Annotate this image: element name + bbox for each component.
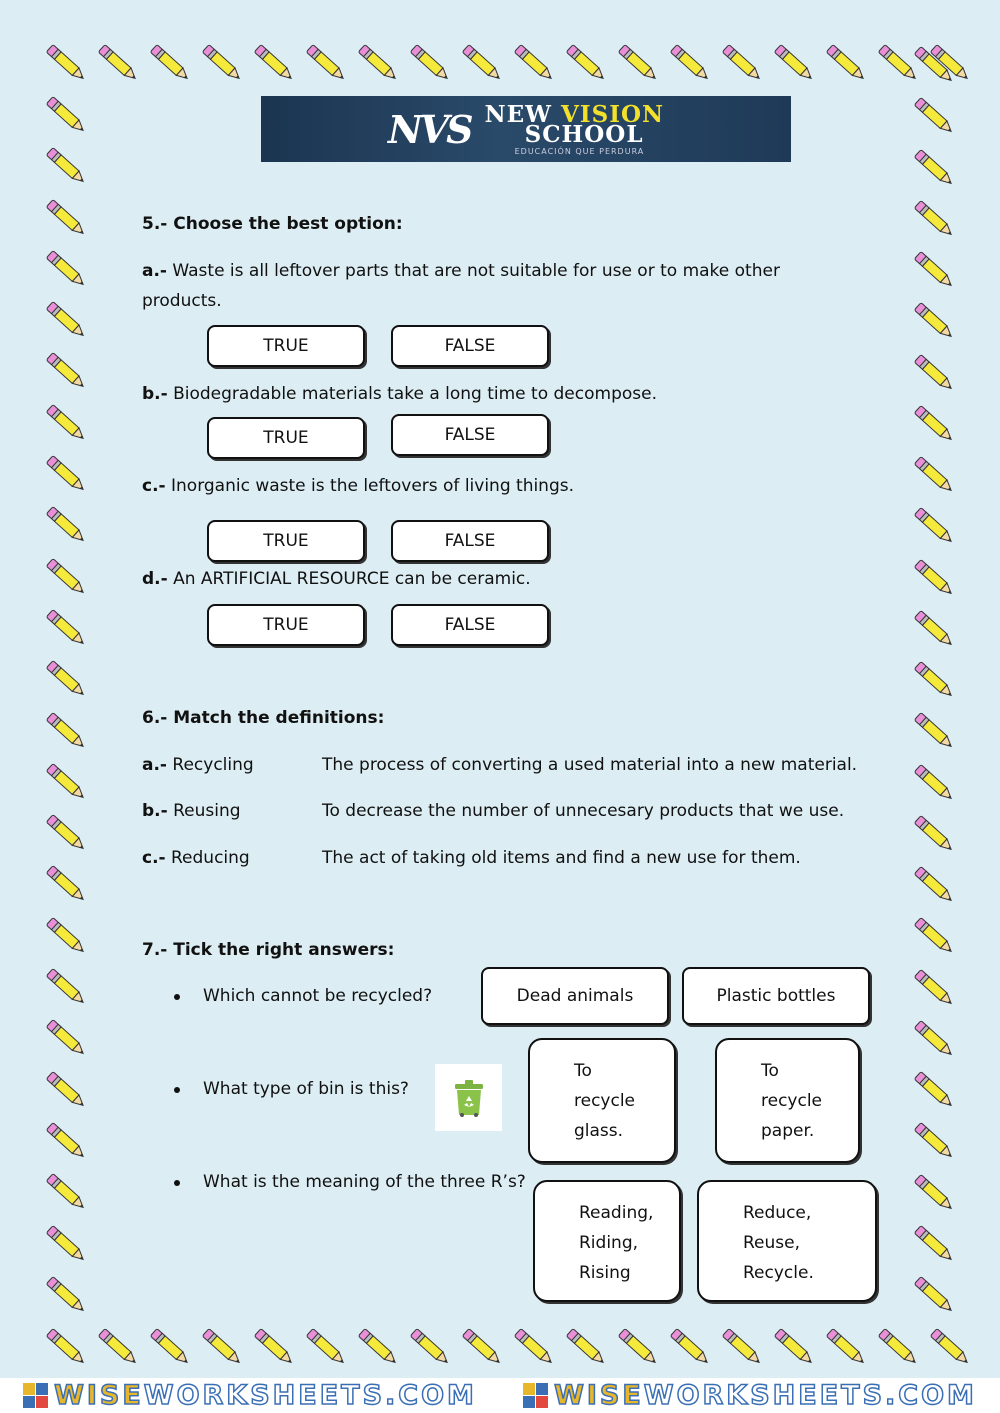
- pencil-icon: [40, 1167, 92, 1217]
- pencil-icon: [908, 758, 960, 808]
- pencil-icon: [908, 296, 960, 346]
- pencil-border-right: [908, 40, 960, 1320]
- pencil-icon: [40, 38, 92, 88]
- pencil-icon: [40, 706, 92, 756]
- pencil-icon: [560, 1322, 612, 1372]
- pencil-icon: [40, 295, 92, 345]
- pencil-icon: [908, 604, 960, 654]
- q6-term-c[interactable]: c.- Reducing: [142, 848, 250, 868]
- footer-brand-1: WISE WORKSHEETS.COM: [23, 1380, 477, 1411]
- q5d-false-button[interactable]: FALSE: [391, 604, 549, 646]
- q5b-true-button[interactable]: TRUE: [207, 417, 365, 459]
- bullet: [174, 1180, 180, 1186]
- q5b-false-button[interactable]: FALSE: [391, 414, 549, 456]
- pencil-icon: [908, 706, 960, 756]
- pencil-icon: [664, 1322, 716, 1372]
- pencil-icon: [40, 90, 92, 140]
- q6-definition-1[interactable]: The process of converting a used material into a new material.: [322, 755, 858, 775]
- pencil-icon: [300, 38, 352, 88]
- pencil-icon: [716, 38, 768, 88]
- q7-question-2: What type of bin is this?: [203, 1079, 409, 1099]
- pencil-border-left: [40, 90, 92, 1320]
- q7-question-3: What is the meaning of the three R’s?: [203, 1172, 526, 1192]
- green-bin-image: [435, 1064, 502, 1131]
- pencil-icon: [768, 38, 820, 88]
- pencil-icon: [40, 398, 92, 448]
- pencil-icon: [352, 1322, 404, 1372]
- brand-logo-icon: [23, 1383, 48, 1408]
- pencil-icon: [40, 449, 92, 499]
- pencil-icon: [40, 244, 92, 294]
- pencil-icon: [908, 809, 960, 859]
- pencil-icon: [40, 552, 92, 602]
- pencil-icon: [508, 1322, 560, 1372]
- q5-item-b: b.- Biodegradable materials take a long time to decompose.: [142, 384, 657, 404]
- pencil-icon: [40, 1322, 92, 1372]
- q7-question-1: Which cannot be recycled?: [203, 986, 433, 1006]
- pencil-icon: [908, 1014, 960, 1064]
- pencil-icon: [456, 1322, 508, 1372]
- pencil-icon: [908, 963, 960, 1013]
- pencil-icon: [40, 346, 92, 396]
- logo-line2: SCHOOL: [524, 120, 644, 148]
- q6-definition-2[interactable]: To decrease the number of unnecesary products that we use.: [322, 801, 845, 821]
- pencil-icon: [908, 553, 960, 603]
- pencil-icon: [908, 501, 960, 551]
- q5c-true-button[interactable]: TRUE: [207, 520, 365, 562]
- pencil-icon: [924, 1322, 976, 1372]
- pencil-icon: [40, 962, 92, 1012]
- q5-item-a-cont: products.: [142, 291, 222, 311]
- pencil-icon: [820, 38, 872, 88]
- pencil-icon: [908, 860, 960, 910]
- q5a-false-button[interactable]: FALSE: [391, 325, 549, 367]
- pencil-icon: [908, 40, 960, 90]
- q7-option-recycle-glass[interactable]: To recycle glass.: [528, 1038, 676, 1163]
- pencil-icon: [40, 603, 92, 653]
- pencil-icon: [40, 911, 92, 961]
- pencil-icon: [508, 38, 560, 88]
- pencil-icon: [768, 1322, 820, 1372]
- pencil-icon: [404, 38, 456, 88]
- q6-term-a[interactable]: a.- Recycling: [142, 755, 254, 775]
- pencil-icon: [404, 1322, 456, 1372]
- pencil-icon: [40, 757, 92, 807]
- recycle-bin-icon: [452, 1078, 486, 1118]
- q5-item-d: d.- An ARTIFICIAL RESOURCE can be ceramic.: [142, 569, 531, 589]
- pencil-icon: [908, 655, 960, 705]
- pencil-icon: [456, 38, 508, 88]
- pencil-icon: [40, 1065, 92, 1115]
- brand-logo-icon: [523, 1383, 548, 1408]
- pencil-icon: [144, 38, 196, 88]
- q7-heading: 7.- Tick the right answers:: [142, 940, 395, 960]
- logo-tagline: EDUCACIÓN QUE PERDURA: [514, 146, 645, 156]
- pencil-icon: [908, 911, 960, 961]
- footer-watermark: [0, 1378, 1000, 1413]
- pencil-icon: [40, 1270, 92, 1320]
- pencil-icon: [908, 1168, 960, 1218]
- pencil-icon: [40, 654, 92, 704]
- pencil-border-top: [40, 38, 960, 88]
- q6-term-b[interactable]: b.- Reusing: [142, 801, 241, 821]
- pencil-icon: [248, 38, 300, 88]
- school-logo: [261, 96, 791, 162]
- pencil-icon: [872, 1322, 924, 1372]
- pencil-icon: [40, 193, 92, 243]
- pencil-icon: [908, 245, 960, 295]
- pencil-icon: [40, 859, 92, 909]
- pencil-icon: [92, 38, 144, 88]
- pencil-icon: [908, 1116, 960, 1166]
- pencil-icon: [908, 91, 960, 141]
- pencil-icon: [612, 38, 664, 88]
- q6-definition-3[interactable]: The act of taking old items and find a new use for them.: [322, 848, 801, 868]
- q5d-true-button[interactable]: TRUE: [207, 604, 365, 646]
- pencil-icon: [820, 1322, 872, 1372]
- q7-option-reduce-reuse-recycle[interactable]: Reduce, Reuse, Recycle.: [697, 1180, 877, 1302]
- bullet: [174, 1087, 180, 1093]
- pencil-icon: [716, 1322, 768, 1372]
- pencil-icon: [40, 141, 92, 191]
- pencil-icon: [664, 38, 716, 88]
- q5-heading: 5.- Choose the best option:: [142, 214, 403, 234]
- pencil-icon: [352, 38, 404, 88]
- pencil-icon: [196, 1322, 248, 1372]
- pencil-icon: [908, 1270, 960, 1320]
- q5-item-a: a.- Waste is all leftover parts that are not suitable for use or to make other: [142, 261, 780, 281]
- q7-option-dead-animals[interactable]: Dead animals: [481, 967, 669, 1025]
- q5a-true-button[interactable]: TRUE: [207, 325, 365, 367]
- logo-line1: NEW VISION: [484, 100, 665, 128]
- pencil-icon: [40, 500, 92, 550]
- pencil-border-bottom: [40, 1322, 960, 1372]
- pencil-icon: [908, 399, 960, 449]
- q7-option-plastic-bottles[interactable]: Plastic bottles: [682, 967, 870, 1025]
- pencil-icon: [908, 348, 960, 398]
- pencil-icon: [908, 1219, 960, 1269]
- pencil-icon: [196, 38, 248, 88]
- pencil-icon: [300, 1322, 352, 1372]
- pencil-icon: [40, 808, 92, 858]
- q7-option-reading-riding-rising[interactable]: Reading, Riding, Rising: [533, 1180, 681, 1302]
- logo-mark: NVS: [387, 106, 471, 152]
- pencil-icon: [92, 1322, 144, 1372]
- pencil-icon: [40, 1116, 92, 1166]
- pencil-icon: [908, 1065, 960, 1115]
- q5-item-c: c.- Inorganic waste is the leftovers of living things.: [142, 476, 575, 496]
- pencil-icon: [144, 1322, 196, 1372]
- q7-option-recycle-paper[interactable]: To recycle paper.: [715, 1038, 860, 1163]
- pencil-icon: [40, 1013, 92, 1063]
- pencil-icon: [908, 450, 960, 500]
- q6-heading: 6.- Match the definitions:: [142, 708, 385, 728]
- footer-brand-2: WISE WORKSHEETS.COM: [523, 1380, 977, 1411]
- pencil-icon: [248, 1322, 300, 1372]
- pencil-icon: [612, 1322, 664, 1372]
- pencil-icon: [560, 38, 612, 88]
- q5c-false-button[interactable]: FALSE: [391, 520, 549, 562]
- pencil-icon: [908, 194, 960, 244]
- pencil-icon: [908, 143, 960, 193]
- bullet: [174, 994, 180, 1000]
- pencil-icon: [40, 1219, 92, 1269]
